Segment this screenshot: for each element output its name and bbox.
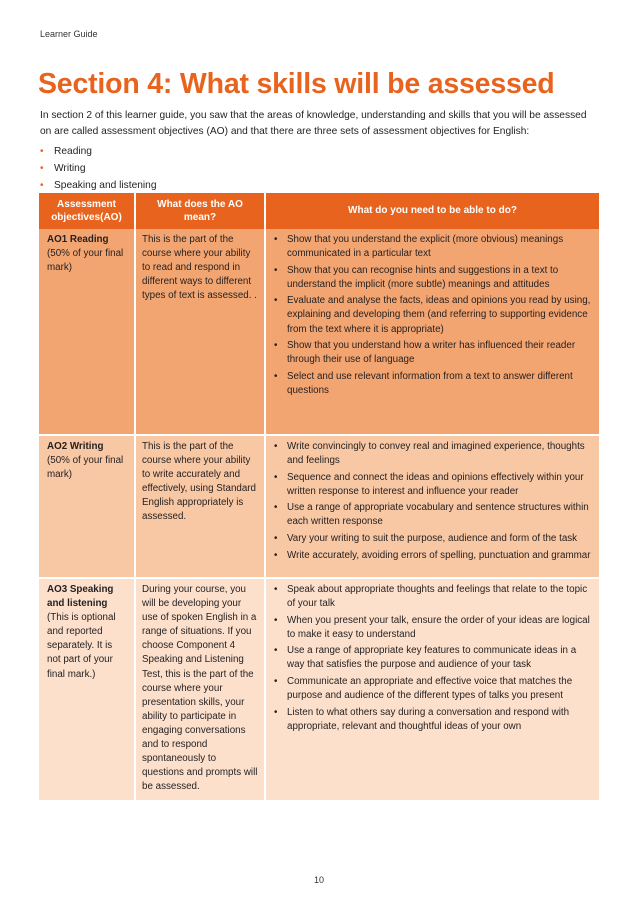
assessment-objectives-table: [39, 193, 599, 802]
assessment-areas-list: [40, 143, 157, 194]
list-item: • Communicate an appropriate and effective voice that matches the purpose and audience of the different types of talks you present: [274, 675, 593, 703]
skills-list: [274, 583, 593, 734]
ao-cell: [39, 578, 135, 801]
list-item: • Listen to what others say during a conversation and respond with appropriate, relevant and thoughtful ideas of your own: [274, 706, 593, 734]
list-item: • Writing: [40, 160, 157, 177]
list-item: • Select and use relevant information from a text to answer different questions: [274, 370, 593, 398]
ao-meaning: This is the part of the course where your ability to read and respond in different ways to different types of text is assessed. .: [135, 229, 265, 435]
list-item: • Evaluate and analyse the facts, ideas and opinions you read by using, explaining and developing them (and referring to supporting evidence from the text where it is appropriate): [274, 294, 593, 336]
ao-name: AO2 Writing: [47, 441, 104, 452]
running-header: Learner Guide: [40, 29, 98, 39]
list-item: • Speaking and listening: [40, 177, 157, 194]
page-number: 10: [313, 875, 324, 885]
ao-weighting: (This is optional and reported separately. It is not part of your final mark.): [47, 612, 116, 680]
list-item: • When you present your talk, ensure the order of your ideas are logical to make it easy to understand: [274, 614, 593, 642]
table-header-row: [39, 193, 599, 229]
list-item: • Reading: [40, 143, 157, 160]
list-item: • Vary your writing to suit the purpose, audience and form of the task: [274, 532, 593, 546]
ao-name: AO3 Speaking and listening: [47, 584, 114, 610]
ao-cell: [39, 229, 135, 435]
ao-cell: [39, 435, 135, 578]
list-item: • Show that you can recognise hints and suggestions in a text to understand the implicit (more subtle) meanings and attitudes: [274, 264, 593, 292]
list-item: • Use a range of appropriate key features to communicate ideas in a way that satisfies the purpose and audience of your task: [274, 644, 593, 672]
ao-name: AO1 Reading: [47, 234, 109, 245]
ao-weighting: (50% of your final mark): [47, 248, 124, 274]
header-ao-meaning: What does the AO mean?: [135, 193, 265, 229]
list-item: • Show that you understand the explicit (more obvious) meanings communicated in a particular text: [274, 233, 593, 261]
skills-cell: [265, 229, 599, 435]
list-item: • Write convincingly to convey real and imagined experience, thoughts and feelings: [274, 440, 593, 468]
list-item: • Use a range of appropriate vocabulary and sentence structures within each written response: [274, 501, 593, 529]
ao-meaning: This is the part of the course where your ability to write accurately and effectively, using Standard English appropriately is assessed.: [135, 435, 265, 578]
list-item: • Write accurately, avoiding errors of spelling, punctuation and grammar: [274, 549, 593, 563]
intro-paragraph: In section 2 of this learner guide, you saw that the areas of knowledge, understanding and skills that you will be assessed on are called assessment objectives (AO) and that there are three sets of assessment objectives for English:: [40, 110, 587, 137]
list-item: • Speak about appropriate thoughts and feelings that relate to the topic of your talk: [274, 583, 593, 611]
ao-meaning: During your course, you will be developing your use of spoken English in a range of situations. If you choose Component 4 Speaking and Listening Test, this is the part of the course where your presentation skills, your ability to participate in engaging conversations and to respond spontaneously to questions and prompts will be assessed.: [135, 578, 265, 801]
ao-weighting: (50% of your final mark): [47, 455, 124, 481]
skills-list: [274, 233, 593, 398]
table-row: [39, 578, 599, 801]
section-title: Section 4: What skills will be assessed: [38, 68, 555, 100]
skills-cell: [265, 435, 599, 578]
list-item: • Sequence and connect the ideas and opinions effectively within your written response to interest and influence your reader: [274, 471, 593, 499]
header-assessment-objectives: Assessment objectives(AO): [39, 193, 135, 229]
header-what-to-do: What do you need to be able to do?: [265, 193, 599, 229]
table-row: [39, 435, 599, 578]
skills-list: [274, 440, 593, 563]
list-item: • Show that you understand how a writer has influenced their reader through their use of language: [274, 339, 593, 367]
table-row: [39, 229, 599, 435]
skills-cell: [265, 578, 599, 801]
